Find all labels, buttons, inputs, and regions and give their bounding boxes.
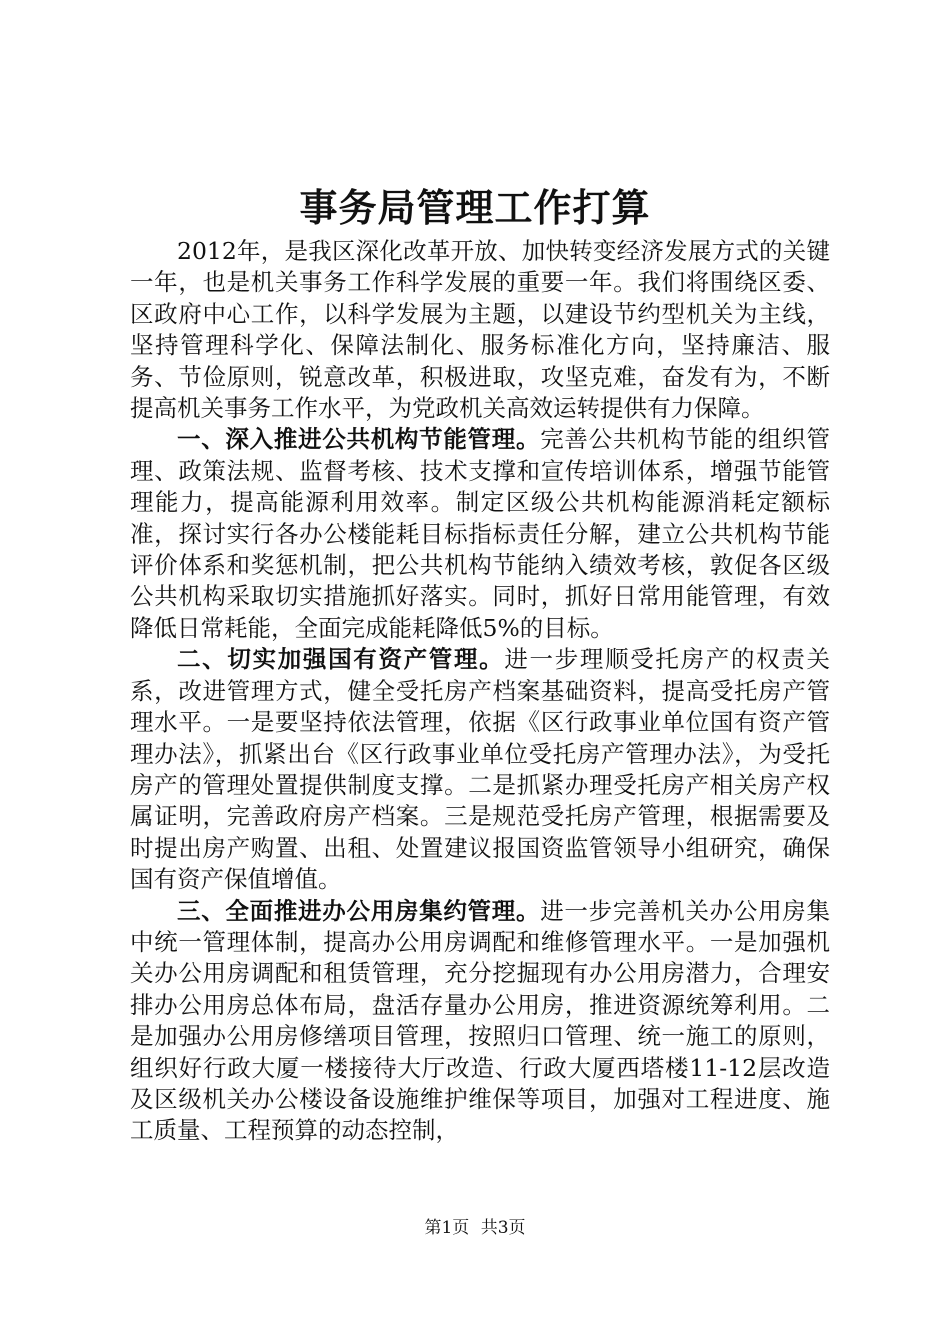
paragraph-intro — [130, 236, 830, 424]
document-body — [130, 236, 830, 1147]
section-heading-3: 三、全面推进办公用房集约管理。 — [177, 896, 541, 925]
document-title: 事务局管理工作打算 — [299, 185, 651, 230]
paragraph-section-3 — [130, 896, 830, 1147]
paragraph-section-1 — [130, 424, 830, 644]
page-number-current: 第1页 — [424, 1218, 470, 1238]
paragraph-text: 完善公共机构节能的组织管理、政策法规、监督考核、技术支撑和宣传培训体系，增强节能管理能力，提高能源利用效率。制定区级公共机构能源消耗定额标准，探讨实行各办公楼能耗目标指标责任分解，建立公共机构节能评价体系和奖惩机制，把公共机构节能纳入绩效考核，敦促各区级公共机构采取切实措施抓好落实。同时，抓好日常用能管理，有效降低日常耗能，全面完成能耗降低5%的目标。 — [130, 425, 831, 642]
paragraph-text: 进一步完善机关办公用房集中统一管理体制，提高办公用房调配和维修管理水平。一是加强机关办公用房调配和租赁管理，充分挖掘现有办公用房潜力，合理安排办公用房总体布局，盘活存量办公用房，推进资源统筹利用。二是加强办公用房修缮项目管理，按照归口管理、统一施工的原则，组织好行政大厦一楼接待大厅改造、行政大厦西塔楼11-12层改造及区级机关办公楼设备设施维护维保等项目，加强对工程进度、施工质量、工程预算的动态控制， — [130, 896, 831, 1145]
paragraph-text: 2012年，是我区深化改革开放、加快转变经济发展方式的关键一年，也是机关事务工作科学发展的重要一年。我们将围绕区委、区政府中心工作，以科学发展为主题，以建设节约型机关为主线，坚持管理科学化、保障法制化、服务标准化方向，坚持廉洁、服务、节俭原则，锐意改革，积极进取，攻坚克难，奋发有为，不断提高机关事务工作水平，为党政机关高效运转提供有力保障。 — [130, 237, 830, 423]
page-number-total: 共3页 — [480, 1218, 526, 1238]
page-footer — [0, 1216, 950, 1240]
paragraph-section-2 — [130, 644, 830, 895]
section-heading-1: 一、深入推进公共机构节能管理。 — [177, 425, 541, 454]
paragraph-text: 进一步理顺受托房产的权责关系，改进管理方式，健全受托房产档案基础资料，提高受托房产管理水平。一是要坚持依法管理，依据《区行政事业单位国有资产管理办法》，抓紧出台《区行政事业单位受托房产管理办法》，为受托房产的管理处置提供制度支撑。二是抓紧办理受托房产相关房产权属证明，完善政府房产档案。三是规范受托房产管理，根据需要及时提出房产购置、出租、处置建议报国资监管领导小组研究，确保国有资产保值增值。 — [130, 645, 831, 894]
section-heading-2: 二、切实加强国有资产管理。 — [177, 645, 505, 674]
